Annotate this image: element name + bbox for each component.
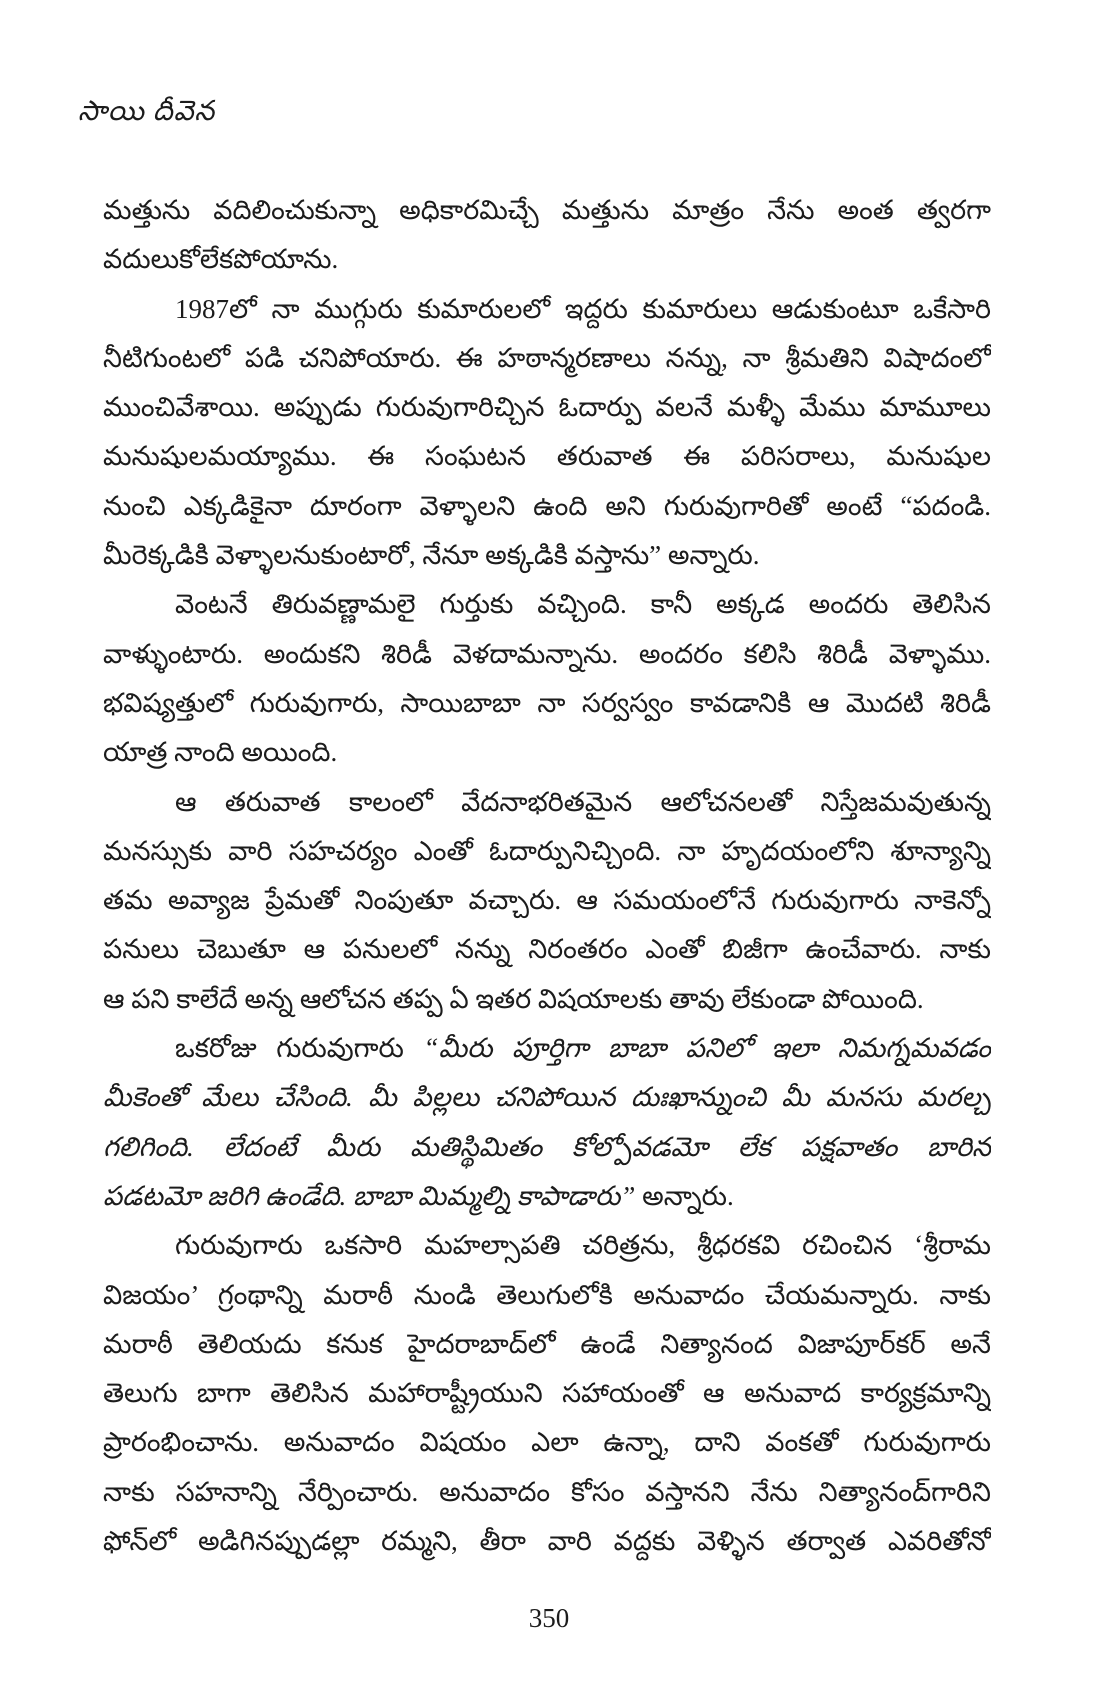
text-line [103,827,991,876]
body-text-segment: మీరెక్కడికి వెళ్ళాలనుకుంటారో, నేనూ అక్కడికి వస్తాను” అన్నారు. [103,540,760,571]
text-line [103,432,991,481]
body-text-segment: అన్నారు. [642,1180,734,1211]
body-text-segment: ప్రారంభించాను. అనువాదం విషయం ఎలా ఉన్నా, దాని వంకతో గురువుగారు [103,1427,991,1458]
text-line [103,1024,991,1073]
text-line [103,1468,991,1517]
body-text-segment: ముంచివేశాయి. అప్పుడు గురువుగారిచ్చిన ఓదార్పు వలనే మళ్ళీ మేము మామూలు [103,392,991,423]
text-line [103,975,991,1024]
text-line [103,235,991,284]
body-text-segment: ఆ తరువాత కాలంలో వేదనాభరితమైన ఆలోచనలతో నిస్తేజమవుతున్న [175,786,991,817]
text-line [103,1369,991,1418]
text-line [103,334,991,383]
body-text-segment: నీటిగుంటలో పడి చనిపోయారు. ఈ హఠాన్మరణాలు నన్ను, నా శ్రీమతిని విషాదంలో [103,342,991,373]
body-text-segment: మనుషులమయ్యాము. ఈ సంఘటన తరువాత ఈ పరిసరాలు, మనుషుల [103,441,991,472]
quoted-text: మీకెంతో మేలు చేసింది. మీ పిల్లలు చనిపోయిన దుఃఖాన్నుంచి మీ మనసు మరల్చ [103,1082,991,1113]
body-text-segment: ఆ పని కాలేదే అన్న ఆలోచన తప్ప ఏ ఇతర విషయాలకు తావు లేకుండా పోయింది. [103,983,924,1014]
text-line [103,285,991,334]
quoted-text: పడటమో జరిగి ఉండేది. బాబా మిమ్మల్ని కాపాడారు” [103,1180,643,1211]
body-text-segment: పనులు చెబుతూ ఆ పనులలో నన్ను నిరంతరం ఎంతో బిజీగా ఉంచేవారు. నాకు [103,934,991,965]
text-line [103,1172,991,1221]
quoted-text: గలిగింది. లేదంటే మీరు మతిస్థిమితం కోల్పోవడమో లేక పక్షవాతం బారిన [103,1131,991,1162]
text-line [103,531,991,580]
body-text-segment: వదులుకోలేకపోయాను. [103,244,339,275]
text-line [103,925,991,974]
body-text-segment: గురువుగారు ఒకసారి మహల్సాపతి చరిత్రను, శ్రీధరకవి రచించిన ‘శ్రీరామ [175,1230,991,1261]
body-text-segment: ఫోన్‌లో అడిగినప్పుడల్లా రమ్మని, తీరా వారి వద్దకు వెళ్ళిన తర్వాత ఎవరితోనో [103,1526,991,1557]
text-line [103,580,991,629]
body-text-segment: ఒకరోజు గురువుగారు [175,1033,424,1064]
body-text-segment: తమ అవ్యాజ ప్రేమతో నింపుతూ వచ్చారు. ఆ సమయంలోనే గురువుగారు నాకెన్నో [103,885,991,916]
body-text-segment: వాళ్ళుంటారు. అందుకని శిరిడీ వెళదామన్నాను. అందరం కలిసి శిరిడీ వెళ్ళాము. [103,638,991,669]
text-line [103,1123,991,1172]
text-line [103,778,991,827]
text-line [103,1517,991,1566]
text-line [103,482,991,531]
quoted-text: “మీరు పూర్తిగా బాబా పనిలో ఇలా నిమగ్నమవడం [423,1033,991,1064]
text-line [103,1418,991,1467]
text-line [103,1271,991,1320]
body-text-segment: మరాఠీ తెలియదు కనుక హైదరాబాద్‌లో ఉండే నిత్యానంద విజాపూర్‌కర్ అనే [103,1328,991,1359]
body-text-segment: యాత్ర నాంది అయింది. [103,737,338,768]
body-text-segment: వెంటనే తిరువణ్ణామలై గుర్తుకు వచ్చింది. కానీ అక్కడ అందరు తెలిసిన [175,589,991,620]
body-text-segment: నాకు సహనాన్ని నేర్పించారు. అనువాదం కోసం వస్తానని నేను నిత్యానంద్‌గారిని [103,1476,991,1507]
text-line [103,1320,991,1369]
body-text-segment: మత్తును వదిలించుకున్నా అధికారమిచ్చే మత్తును మాత్రం నేను అంత త్వరగా [103,195,991,225]
body-text-segment: విజయం’ గ్రంథాన్ని మరాఠీ నుండి తెలుగులోకి అనువాదం చేయమన్నారు. నాకు [103,1279,991,1310]
text-line [103,630,991,679]
text-line [103,186,991,235]
running-header: సాయి దీవెన [78,96,216,127]
body-text-segment: తెలుగు బాగా తెలిసిన మహారాష్ట్రీయుని సహాయంతో ఆ అనువాద కార్యక్రమాన్ని [103,1378,991,1409]
text-line [103,383,991,432]
body-text-segment: 1987లో నా ముగ్గురు కుమారులలో ఇద్దరు కుమారులు ఆడుకుంటూ ఒకేసారి [175,293,991,324]
text-line [103,1073,991,1122]
body-text-segment: మనస్సుకు వారి సహచర్యం ఎంతో ఓదార్పునిచ్చింది. నా హృదయంలోని శూన్యాన్ని [103,835,991,866]
page-number: 350 [528,1603,570,1633]
text-line [103,728,991,777]
text-line [103,1221,991,1270]
text-line [103,876,991,925]
page-body [103,186,991,1566]
body-text-segment: భవిష్యత్తులో గురువుగారు, సాయిబాబా నా సర్వస్వం కావడానికి ఆ మొదటి శిరిడీ [103,687,991,718]
text-line [103,679,991,728]
body-text-segment: నుంచి ఎక్కడికైనా దూరంగా వెళ్ళాలని ఉంది అని గురువుగారితో అంటే “పదండి. [103,490,991,521]
